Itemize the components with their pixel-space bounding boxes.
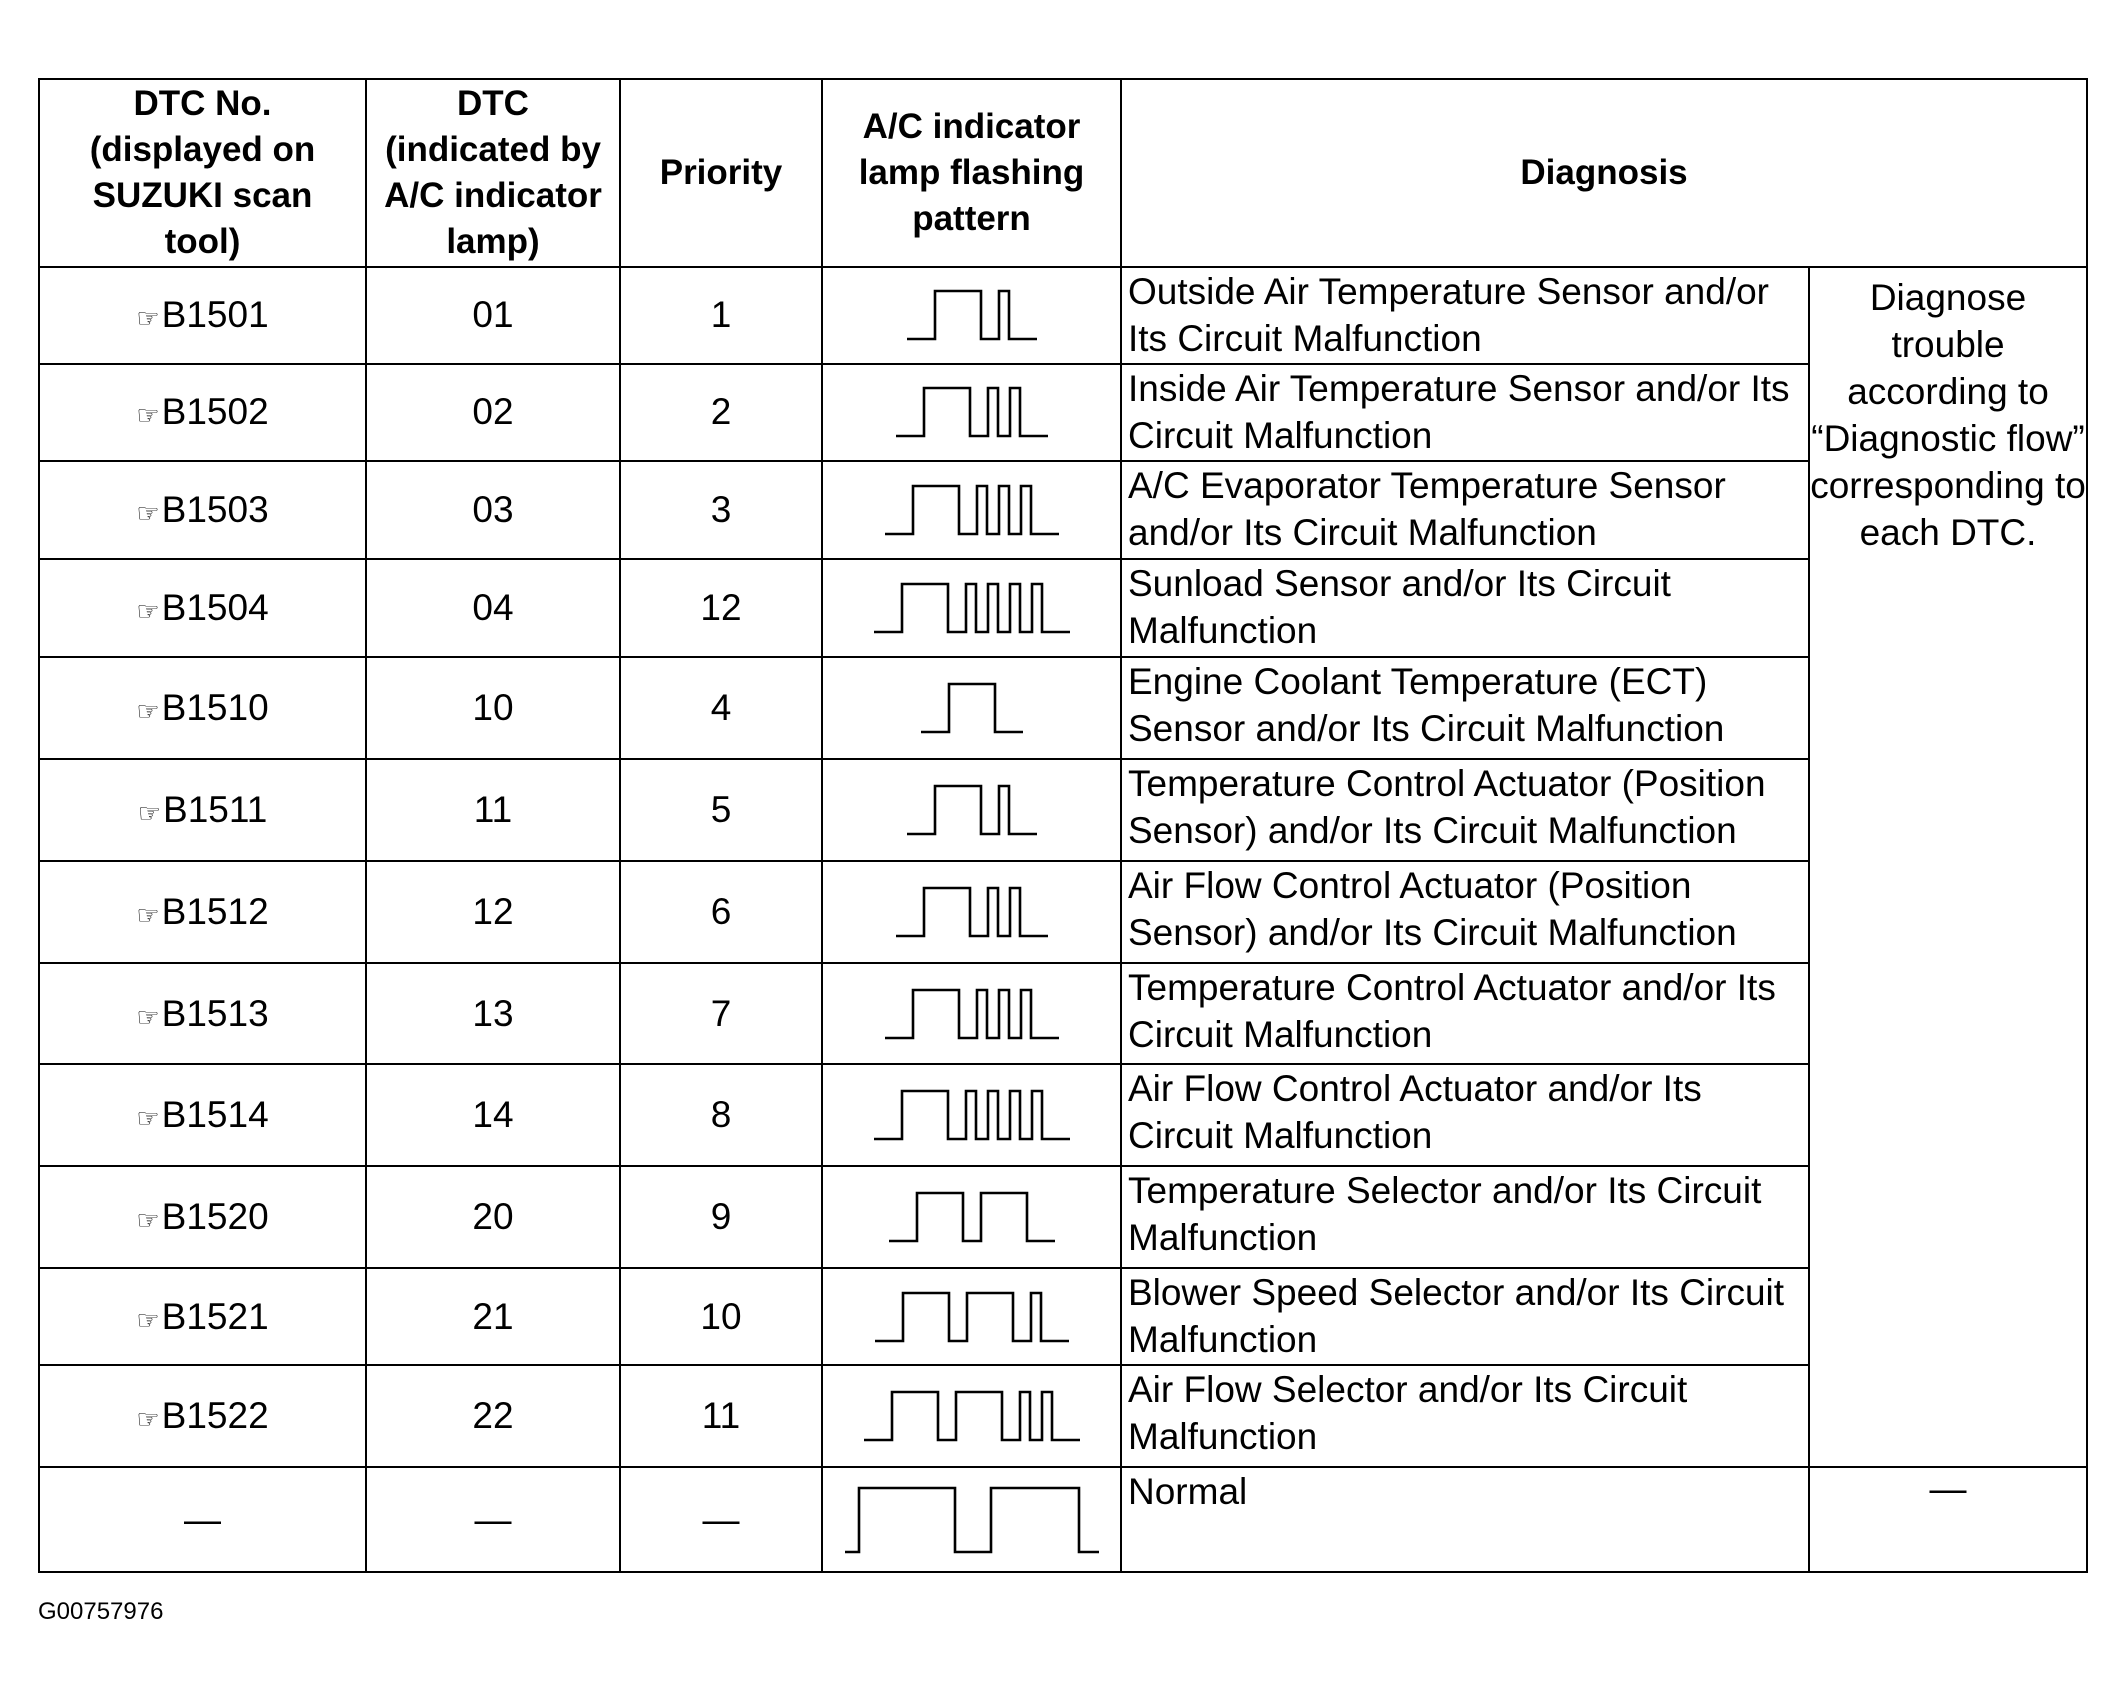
- pattern-cell: [822, 1365, 1121, 1467]
- waveform-line: [845, 1488, 1099, 1552]
- pattern-cell: [822, 1064, 1121, 1166]
- dtc-lamp-cell: 20: [366, 1166, 620, 1268]
- dtc-lamp-cell: 21: [366, 1268, 620, 1366]
- dtc-code-cell: [39, 1064, 366, 1166]
- priority-cell: 4: [620, 657, 822, 760]
- flash-waveform-icon: [862, 1388, 1082, 1444]
- flash-waveform-icon: [894, 384, 1050, 440]
- dtc-code-cell: [39, 559, 366, 657]
- dtc-lamp-cell: 12: [366, 861, 620, 963]
- waveform-line: [874, 1091, 1070, 1139]
- priority-cell: 9: [620, 1166, 822, 1268]
- pointing-hand-icon: ☞: [136, 498, 160, 529]
- table-row: [39, 657, 2087, 760]
- dtc-code: B1510: [161, 687, 269, 729]
- dtc-lamp-cell: 22: [366, 1365, 620, 1467]
- priority-cell: 7: [620, 963, 822, 1065]
- dtc-lamp-cell: 02: [366, 364, 620, 462]
- dtc-lamp-cell: 11: [366, 759, 620, 861]
- waveform-line: [889, 1193, 1055, 1241]
- dtc-code-cell: [39, 364, 366, 462]
- waveform-line: [864, 1392, 1080, 1440]
- waveform-line: [896, 388, 1048, 436]
- diagnosis-cell: Engine Coolant Temperature (ECT) Sensor and/or Its Circuit Malfunction: [1121, 657, 1809, 760]
- diagnosis-cell: Air Flow Control Actuator and/or Its Circuit Malfunction: [1121, 1064, 1809, 1166]
- normal-waveform-icon: [843, 1484, 1101, 1556]
- table-row: [39, 963, 2087, 1065]
- table-row: [39, 267, 2087, 364]
- dtc-code: B1513: [161, 992, 269, 1034]
- table-row: [39, 861, 2087, 963]
- dtc-code: B1503: [161, 489, 269, 531]
- dtc-code: B1521: [161, 1295, 269, 1337]
- priority-cell: 2: [620, 364, 822, 462]
- dtc-code: B1522: [161, 1395, 269, 1437]
- flash-waveform-icon: [887, 1189, 1057, 1245]
- flash-waveform-icon: [919, 680, 1025, 736]
- pattern-cell: [822, 559, 1121, 657]
- waveform-line: [907, 291, 1037, 339]
- diagnosis-cell: Inside Air Temperature Sensor and/or Its Circuit Malfunction: [1121, 364, 1809, 462]
- diagnosis-cell: Temperature Control Actuator (Position Sensor) and/or Its Circuit Malfunction: [1121, 759, 1809, 861]
- flash-waveform-icon: [905, 782, 1039, 838]
- dtc-code: B1501: [161, 294, 269, 336]
- table-row: [39, 1268, 2087, 1366]
- dtc-code-cell: [39, 1365, 366, 1467]
- dtc-code-cell: [39, 267, 366, 364]
- pointing-hand-icon: ☞: [136, 303, 160, 334]
- dtc-code: B1504: [161, 586, 269, 628]
- dtc-code: B1502: [161, 391, 269, 433]
- dtc-code: B1520: [161, 1195, 269, 1237]
- flash-waveform-icon: [883, 482, 1061, 538]
- normal-diagnosis-cell: Normal: [1121, 1467, 1809, 1572]
- waveform-line: [874, 584, 1070, 632]
- dtc-code-cell: [39, 1268, 366, 1366]
- pattern-cell: [822, 461, 1121, 559]
- waveform-line: [921, 684, 1023, 732]
- waveform-line: [896, 888, 1048, 936]
- table-row: [39, 1365, 2087, 1467]
- diagnosis-cell: Air Flow Selector and/or Its Circuit Malfunction: [1121, 1365, 1809, 1467]
- pointing-hand-icon: ☞: [137, 798, 162, 829]
- pattern-cell: [822, 267, 1121, 364]
- waveform-line: [885, 990, 1059, 1038]
- flash-waveform-icon: [872, 1087, 1072, 1143]
- dtc-code: B1512: [161, 890, 269, 932]
- header-pattern: A/C indicator lamp flashing pattern: [822, 79, 1121, 267]
- header-diagnosis: Diagnosis: [1121, 79, 2087, 267]
- dtc-code-cell: [39, 657, 366, 760]
- waveform-line: [907, 786, 1037, 834]
- header-priority: Priority: [620, 79, 822, 267]
- dtc-lamp-cell: 03: [366, 461, 620, 559]
- dtc-table: [38, 78, 2088, 1573]
- waveform-line: [875, 1293, 1069, 1341]
- flash-waveform-icon: [883, 986, 1061, 1042]
- header-dtc-lamp: DTC (indicated by A/C indicator lamp): [366, 79, 620, 267]
- pointing-hand-icon: ☞: [136, 1103, 160, 1134]
- header-dtc-no: DTC No. (displayed on SUZUKI scan tool): [39, 79, 366, 267]
- flash-waveform-icon: [872, 580, 1072, 636]
- table-row: [39, 364, 2087, 462]
- diagnosis-cell: Temperature Selector and/or Its Circuit Malfunction: [1121, 1166, 1809, 1268]
- dtc-code: B1511: [163, 789, 268, 831]
- figure-id: G00757976: [38, 1598, 164, 1625]
- pattern-cell: [822, 364, 1121, 462]
- dtc-lamp-cell: 14: [366, 1064, 620, 1166]
- diagnosis-cell: Air Flow Control Actuator (Position Sensor) and/or Its Circuit Malfunction: [1121, 861, 1809, 963]
- diagnose-note: Diagnose trouble according to “Diagnostic flow” corresponding to each DTC.: [1809, 267, 2087, 1467]
- dtc-code: B1514: [161, 1094, 269, 1136]
- pattern-cell: [822, 861, 1121, 963]
- priority-cell: 12: [620, 559, 822, 657]
- dtc-code-cell: [39, 1166, 366, 1268]
- pointing-hand-icon: ☞: [136, 899, 160, 930]
- table-row: [39, 461, 2087, 559]
- diagnosis-cell: Outside Air Temperature Sensor and/or Its Circuit Malfunction: [1121, 267, 1809, 364]
- pattern-cell: [822, 657, 1121, 760]
- waveform-line: [885, 486, 1059, 534]
- dtc-lamp-cell: 04: [366, 559, 620, 657]
- normal-code-cell: —: [39, 1467, 366, 1572]
- diagnosis-cell: Temperature Control Actuator and/or Its Circuit Malfunction: [1121, 963, 1809, 1065]
- table-row: [39, 1064, 2087, 1166]
- normal-lamp-cell: —: [366, 1467, 620, 1572]
- normal-note-cell: —: [1809, 1467, 2087, 1572]
- dtc-lamp-cell: 10: [366, 657, 620, 760]
- pattern-cell: [822, 1166, 1121, 1268]
- dtc-lamp-cell: 01: [366, 267, 620, 364]
- priority-cell: 3: [620, 461, 822, 559]
- flash-waveform-icon: [894, 884, 1050, 940]
- dtc-code-cell: [39, 461, 366, 559]
- pattern-cell: [822, 1268, 1121, 1366]
- dtc-code-cell: [39, 759, 366, 861]
- dtc-code-cell: [39, 963, 366, 1065]
- flash-waveform-icon: [873, 1289, 1071, 1345]
- normal-row: [39, 1467, 2087, 1572]
- priority-cell: 10: [620, 1268, 822, 1366]
- diagnosis-cell: Sunload Sensor and/or Its Circuit Malfunction: [1121, 559, 1809, 657]
- pointing-hand-icon: ☞: [136, 400, 160, 431]
- priority-cell: 1: [620, 267, 822, 364]
- normal-priority-cell: —: [620, 1467, 822, 1572]
- dtc-lamp-cell: 13: [366, 963, 620, 1065]
- pattern-cell: [822, 963, 1121, 1065]
- pattern-cell: [822, 759, 1121, 861]
- table-row: [39, 759, 2087, 861]
- table-row: [39, 559, 2087, 657]
- pointing-hand-icon: ☞: [136, 1404, 160, 1435]
- header-row: [39, 79, 2087, 267]
- pointing-hand-icon: ☞: [136, 1304, 160, 1335]
- priority-cell: 5: [620, 759, 822, 861]
- diagnosis-cell: Blower Speed Selector and/or Its Circuit Malfunction: [1121, 1268, 1809, 1366]
- dtc-body: [39, 267, 2087, 1572]
- flash-waveform-icon: [905, 287, 1039, 343]
- priority-cell: 11: [620, 1365, 822, 1467]
- pointing-hand-icon: ☞: [136, 1001, 160, 1032]
- normal-pattern-cell: [822, 1467, 1121, 1572]
- dtc-code-cell: [39, 861, 366, 963]
- pointing-hand-icon: ☞: [136, 1204, 160, 1235]
- priority-cell: 8: [620, 1064, 822, 1166]
- pointing-hand-icon: ☞: [136, 696, 160, 727]
- diagnosis-cell: A/C Evaporator Temperature Sensor and/or Its Circuit Malfunction: [1121, 461, 1809, 559]
- priority-cell: 6: [620, 861, 822, 963]
- table-row: [39, 1166, 2087, 1268]
- pointing-hand-icon: ☞: [136, 595, 160, 626]
